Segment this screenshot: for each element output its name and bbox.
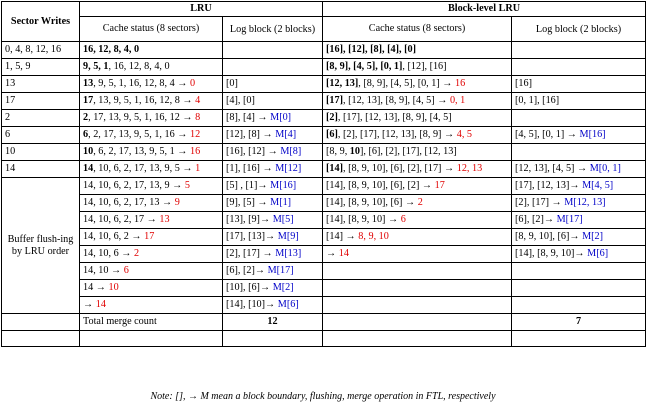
merge-op: M[6] (277, 299, 299, 310)
cell-text: [16], [12], [8], [4], [0] (326, 44, 416, 55)
sector-writes-cell: 17 (2, 93, 80, 110)
cell-text: [12], [8] → (226, 129, 276, 140)
empty-row (2, 331, 646, 347)
empty-cell (512, 331, 646, 347)
block-cache-cell (323, 76, 512, 93)
empty-cell (223, 331, 323, 347)
merge-op: M[0, 1] (589, 163, 621, 174)
merge-op: M[9] (277, 231, 299, 242)
evicted-sector: 13 (159, 214, 170, 225)
cell-text: , 13, 9, 5, 1, 16, 12, 8 → (93, 95, 196, 106)
merge-op: M[2] (272, 282, 294, 293)
lru-log-cell (223, 263, 323, 280)
block-cache-cell (323, 263, 512, 280)
cell-text: [17], [12, 13]→ (515, 180, 583, 191)
total-row (2, 314, 646, 331)
cell-text: [14], [8, 9, 10], [6], [2] → (326, 180, 435, 191)
block-log-cell (512, 76, 646, 93)
block-cache-cell (323, 59, 512, 76)
cell-text: 16, 12, 8, 4, 0 (83, 44, 140, 55)
sector-writes-cell: 1, 5, 9 (2, 59, 80, 76)
block-log-cell (512, 161, 646, 178)
lru-log-cell (223, 229, 323, 246)
cell-text: , [12, 13], [8, 9], [4, 5] → (343, 95, 450, 106)
lru-cache-cell (80, 76, 223, 93)
block-log-cell (512, 42, 646, 59)
block-log-cell (512, 93, 646, 110)
evicted-sector: 8, 9, 10 (358, 231, 389, 242)
empty-cell (323, 314, 512, 331)
lru-cache-cell (80, 93, 223, 110)
cell-text: 14 (83, 163, 94, 174)
cell-text: , [8, 9, 10], [6], [2], [17] → (343, 163, 457, 174)
block-log-cell (512, 263, 646, 280)
block-log-block-header: Log block (2 blocks) (512, 17, 646, 42)
block-cache-cell (323, 161, 512, 178)
cell-text: [14] → (326, 231, 359, 242)
cell-text: [8], [4] → (226, 112, 271, 123)
lru-log-cell (223, 93, 323, 110)
evicted-sector: 1 (195, 163, 201, 174)
cell-text: [16], [12] → (226, 146, 281, 157)
evicted-sector: 16 (455, 78, 466, 89)
cell-text: , [12], [16] (402, 61, 447, 72)
lru-log-cell (223, 59, 323, 76)
block-cache-cell (323, 195, 512, 212)
lru-log-cell (223, 161, 323, 178)
cell-text: 13 (83, 78, 94, 89)
evicted-sector: 5 (184, 180, 190, 191)
lru-cache-status-header: Cache status (8 sectors) (80, 17, 223, 42)
empty-cell (2, 331, 80, 347)
evicted-sector: 12 (189, 129, 201, 140)
block-log-cell (512, 144, 646, 161)
merge-op: M[12] (275, 163, 302, 174)
sector-writes-cell: 14 (2, 161, 80, 178)
cell-text: [4, 5], [0, 1] → (515, 129, 580, 140)
cell-text: [8, 9], [4, 5], [0, 1] (326, 61, 403, 72)
cell-text: [12, 13] (326, 78, 359, 89)
total-merge-label: Total merge count (80, 314, 223, 331)
cell-text: , [17], [12, 13], [8, 9], [4, 5] (337, 112, 452, 123)
cell-text: [14], [8, 9, 10] → (326, 214, 401, 225)
block-log-cell (512, 195, 646, 212)
cell-text: [16] (515, 78, 532, 89)
cell-text: 6 (83, 129, 89, 140)
sector-writes-header: Sector Writes (2, 2, 80, 42)
empty-cell (2, 314, 80, 331)
merge-op: M[8] (280, 146, 302, 157)
cell-text: 14, 10, 6, 2, 17, 13 → (83, 197, 175, 208)
merge-op: M[17] (267, 265, 294, 276)
table-row (2, 42, 646, 59)
lru-cache-cell (80, 263, 223, 280)
block-log-cell (512, 280, 646, 297)
cell-text: → (83, 299, 96, 310)
cell-text: [6], [2]→ (515, 214, 557, 225)
table-row (2, 93, 646, 110)
lru-log-cell (223, 246, 323, 263)
sector-writes-cell: 10 (2, 144, 80, 161)
cell-text: [12, 13], [4, 5] → (515, 163, 590, 174)
merge-op: M[4, 5] (582, 180, 614, 191)
lru-log-cell (223, 110, 323, 127)
block-log-cell (512, 59, 646, 76)
lru-cache-cell (80, 297, 223, 314)
lru-cache-cell (80, 161, 223, 178)
lru-header: LRU (80, 2, 323, 17)
cell-text: 14, 10, 6, 2, 17, 13, 9 → (83, 180, 185, 191)
cell-text: [6] (326, 129, 338, 140)
lru-log-cell (223, 178, 323, 195)
evicted-sector: 17 (434, 180, 445, 191)
merge-op: M[17] (556, 214, 583, 225)
merge-comparison-table (1, 1, 646, 347)
block-lru-header: Block-level LRU (323, 2, 646, 17)
lru-log-cell (223, 144, 323, 161)
lru-log-cell (223, 297, 323, 314)
block-cache-cell (323, 178, 512, 195)
cell-text: ], [6], [2], [17], [12, 13] (359, 146, 457, 157)
table-row (2, 110, 646, 127)
block-cache-cell (323, 144, 512, 161)
cell-text: 10 (349, 146, 360, 157)
cell-text: [8, 9, (326, 146, 350, 157)
cell-text: [14], [8, 9, 10]→ (515, 248, 588, 259)
lru-log-cell (223, 212, 323, 229)
block-total-merge: 7 (512, 314, 646, 331)
lru-cache-cell (80, 178, 223, 195)
cell-text: 9, 5, 1 (83, 61, 109, 72)
table-row (2, 263, 646, 280)
sector-writes-cell: 2 (2, 110, 80, 127)
block-log-cell (512, 127, 646, 144)
block-cache-cell (323, 246, 512, 263)
merge-op: M[13] (275, 248, 302, 259)
block-cache-cell (323, 42, 512, 59)
block-log-cell (512, 212, 646, 229)
block-cache-cell (323, 297, 512, 314)
block-cache-status-header: Cache status (8 sectors) (323, 17, 512, 42)
table-row (2, 161, 646, 178)
cell-text: [5] , [1]→ (226, 180, 271, 191)
cell-text: , 2, 17, 13, 9, 5, 1, 16 → (88, 129, 190, 140)
merge-op: M[5] (272, 214, 294, 225)
cell-text: , 10, 6, 2, 17, 13, 9, 5 → (93, 163, 196, 174)
cell-text: [2], [17] → (515, 197, 565, 208)
cell-text: [17], [13]→ (226, 231, 278, 242)
block-cache-cell (323, 127, 512, 144)
cell-text: 14, 10 → (83, 265, 124, 276)
cell-text: , 17, 13, 9, 5, 1, 16, 12 → (88, 112, 196, 123)
cell-text: [13], [9]→ (226, 214, 273, 225)
cell-text: [8, 9, 10], [6]→ (515, 231, 583, 242)
evicted-sector: 8 (195, 112, 201, 123)
lru-cache-cell (80, 212, 223, 229)
lru-log-cell (223, 42, 323, 59)
lru-cache-cell (80, 280, 223, 297)
block-log-cell (512, 110, 646, 127)
buffer-flushing-label: Buffer flush-ing by LRU order (2, 178, 80, 314)
block-log-cell (512, 178, 646, 195)
evicted-sector: 10 (108, 282, 119, 293)
evicted-sector: 0, 1 (449, 95, 466, 106)
evicted-sector: 0 (189, 78, 196, 89)
cell-text: 2 (83, 112, 89, 123)
block-cache-cell (323, 229, 512, 246)
empty-cell (323, 331, 512, 347)
cell-text: 14, 10, 6 → (83, 248, 134, 259)
lru-cache-cell (80, 42, 223, 59)
cell-text: [2], [17] → (226, 248, 276, 259)
evicted-sector: 14 (338, 248, 349, 259)
cell-text: , [8, 9], [4, 5], [0, 1] → (358, 78, 456, 89)
footnote: Note: [], → M mean a block boundary, flushing, merge operation in FTL, respectively (150, 391, 496, 402)
table-row (2, 297, 646, 314)
cell-text: 17 (83, 95, 94, 106)
block-cache-cell (323, 110, 512, 127)
table-row (2, 59, 646, 76)
merge-op: M[6] (587, 248, 609, 259)
block-log-cell (512, 297, 646, 314)
merge-op: M[16] (579, 129, 606, 140)
table-row (2, 229, 646, 246)
table-row (2, 212, 646, 229)
evicted-sector: 6 (123, 265, 129, 276)
cell-text: 14 → (83, 282, 109, 293)
cell-text: , 9, 5, 1, 16, 12, 8, 4 → (93, 78, 190, 89)
empty-cell (80, 331, 223, 347)
cell-text: [14], [8, 9, 10], [6] → (326, 197, 418, 208)
cell-text: [1], [16] → (226, 163, 276, 174)
cell-text: [0] (226, 78, 238, 89)
cell-text: [9], [5] → (226, 197, 271, 208)
block-cache-cell (323, 280, 512, 297)
lru-log-cell (223, 280, 323, 297)
evicted-sector: 14 (95, 299, 106, 310)
cell-text: [14], [10]→ (226, 299, 278, 310)
block-log-cell (512, 246, 646, 263)
table-row (2, 280, 646, 297)
table-row (2, 246, 646, 263)
merge-op: M[1] (270, 197, 292, 208)
table-row (2, 127, 646, 144)
evicted-sector: 6 (400, 214, 406, 225)
sector-writes-cell: 13 (2, 76, 80, 93)
lru-total-merge: 12 (223, 314, 323, 331)
sector-writes-cell: 6 (2, 127, 80, 144)
evicted-sector: 2 (417, 197, 423, 208)
cell-text: [2] (326, 112, 338, 123)
evicted-sector: 4, 5 (456, 129, 473, 140)
lru-cache-cell (80, 59, 223, 76)
block-log-cell (512, 229, 646, 246)
sector-writes-cell: 0, 4, 8, 12, 16 (2, 42, 80, 59)
cell-text: 14, 10, 6, 2 → (83, 231, 145, 242)
cell-text: [14] (326, 163, 343, 174)
lru-log-cell (223, 195, 323, 212)
evicted-sector: 2 (133, 248, 140, 259)
block-cache-cell (323, 93, 512, 110)
merge-op: M[4] (275, 129, 297, 140)
lru-cache-cell (80, 246, 223, 263)
lru-log-cell (223, 76, 323, 93)
evicted-sector: 4 (195, 95, 201, 106)
lru-cache-cell (80, 144, 223, 161)
block-cache-cell (323, 212, 512, 229)
table-row (2, 195, 646, 212)
lru-log-block-header: Log block (2 blocks) (223, 17, 323, 42)
cell-text: [17] (326, 95, 343, 106)
lru-cache-cell (80, 127, 223, 144)
evicted-sector: 16 (189, 146, 201, 157)
cell-text: , [2], [17], [12, 13], [8, 9] → (337, 129, 457, 140)
merge-op: M[0] (270, 112, 292, 123)
cell-text: , 16, 12, 8, 4, 0 (108, 61, 170, 72)
lru-cache-cell (80, 195, 223, 212)
cell-text: , 6, 2, 17, 13, 9, 5, 1 → (93, 146, 190, 157)
merge-op: M[12, 13] (564, 197, 606, 208)
lru-cache-cell (80, 229, 223, 246)
evicted-sector: 17 (144, 231, 155, 242)
table-row (2, 144, 646, 161)
cell-text: → (326, 248, 339, 259)
table-row (2, 178, 646, 195)
cell-text: 14, 10, 6, 2, 17 → (83, 214, 160, 225)
cell-text: [0, 1], [16] (515, 95, 560, 106)
lru-log-cell (223, 127, 323, 144)
merge-op: M[2] (582, 231, 604, 242)
cell-text: [4], [0] (226, 95, 255, 106)
evicted-sector: 12, 13 (456, 163, 483, 174)
merge-op: M[16] (270, 180, 297, 191)
cell-text: 10 (83, 146, 94, 157)
lru-cache-cell (80, 110, 223, 127)
cell-text: [10], [6]→ (226, 282, 273, 293)
table-row (2, 76, 646, 93)
cell-text: [6], [2]→ (226, 265, 268, 276)
evicted-sector: 9 (174, 197, 180, 208)
